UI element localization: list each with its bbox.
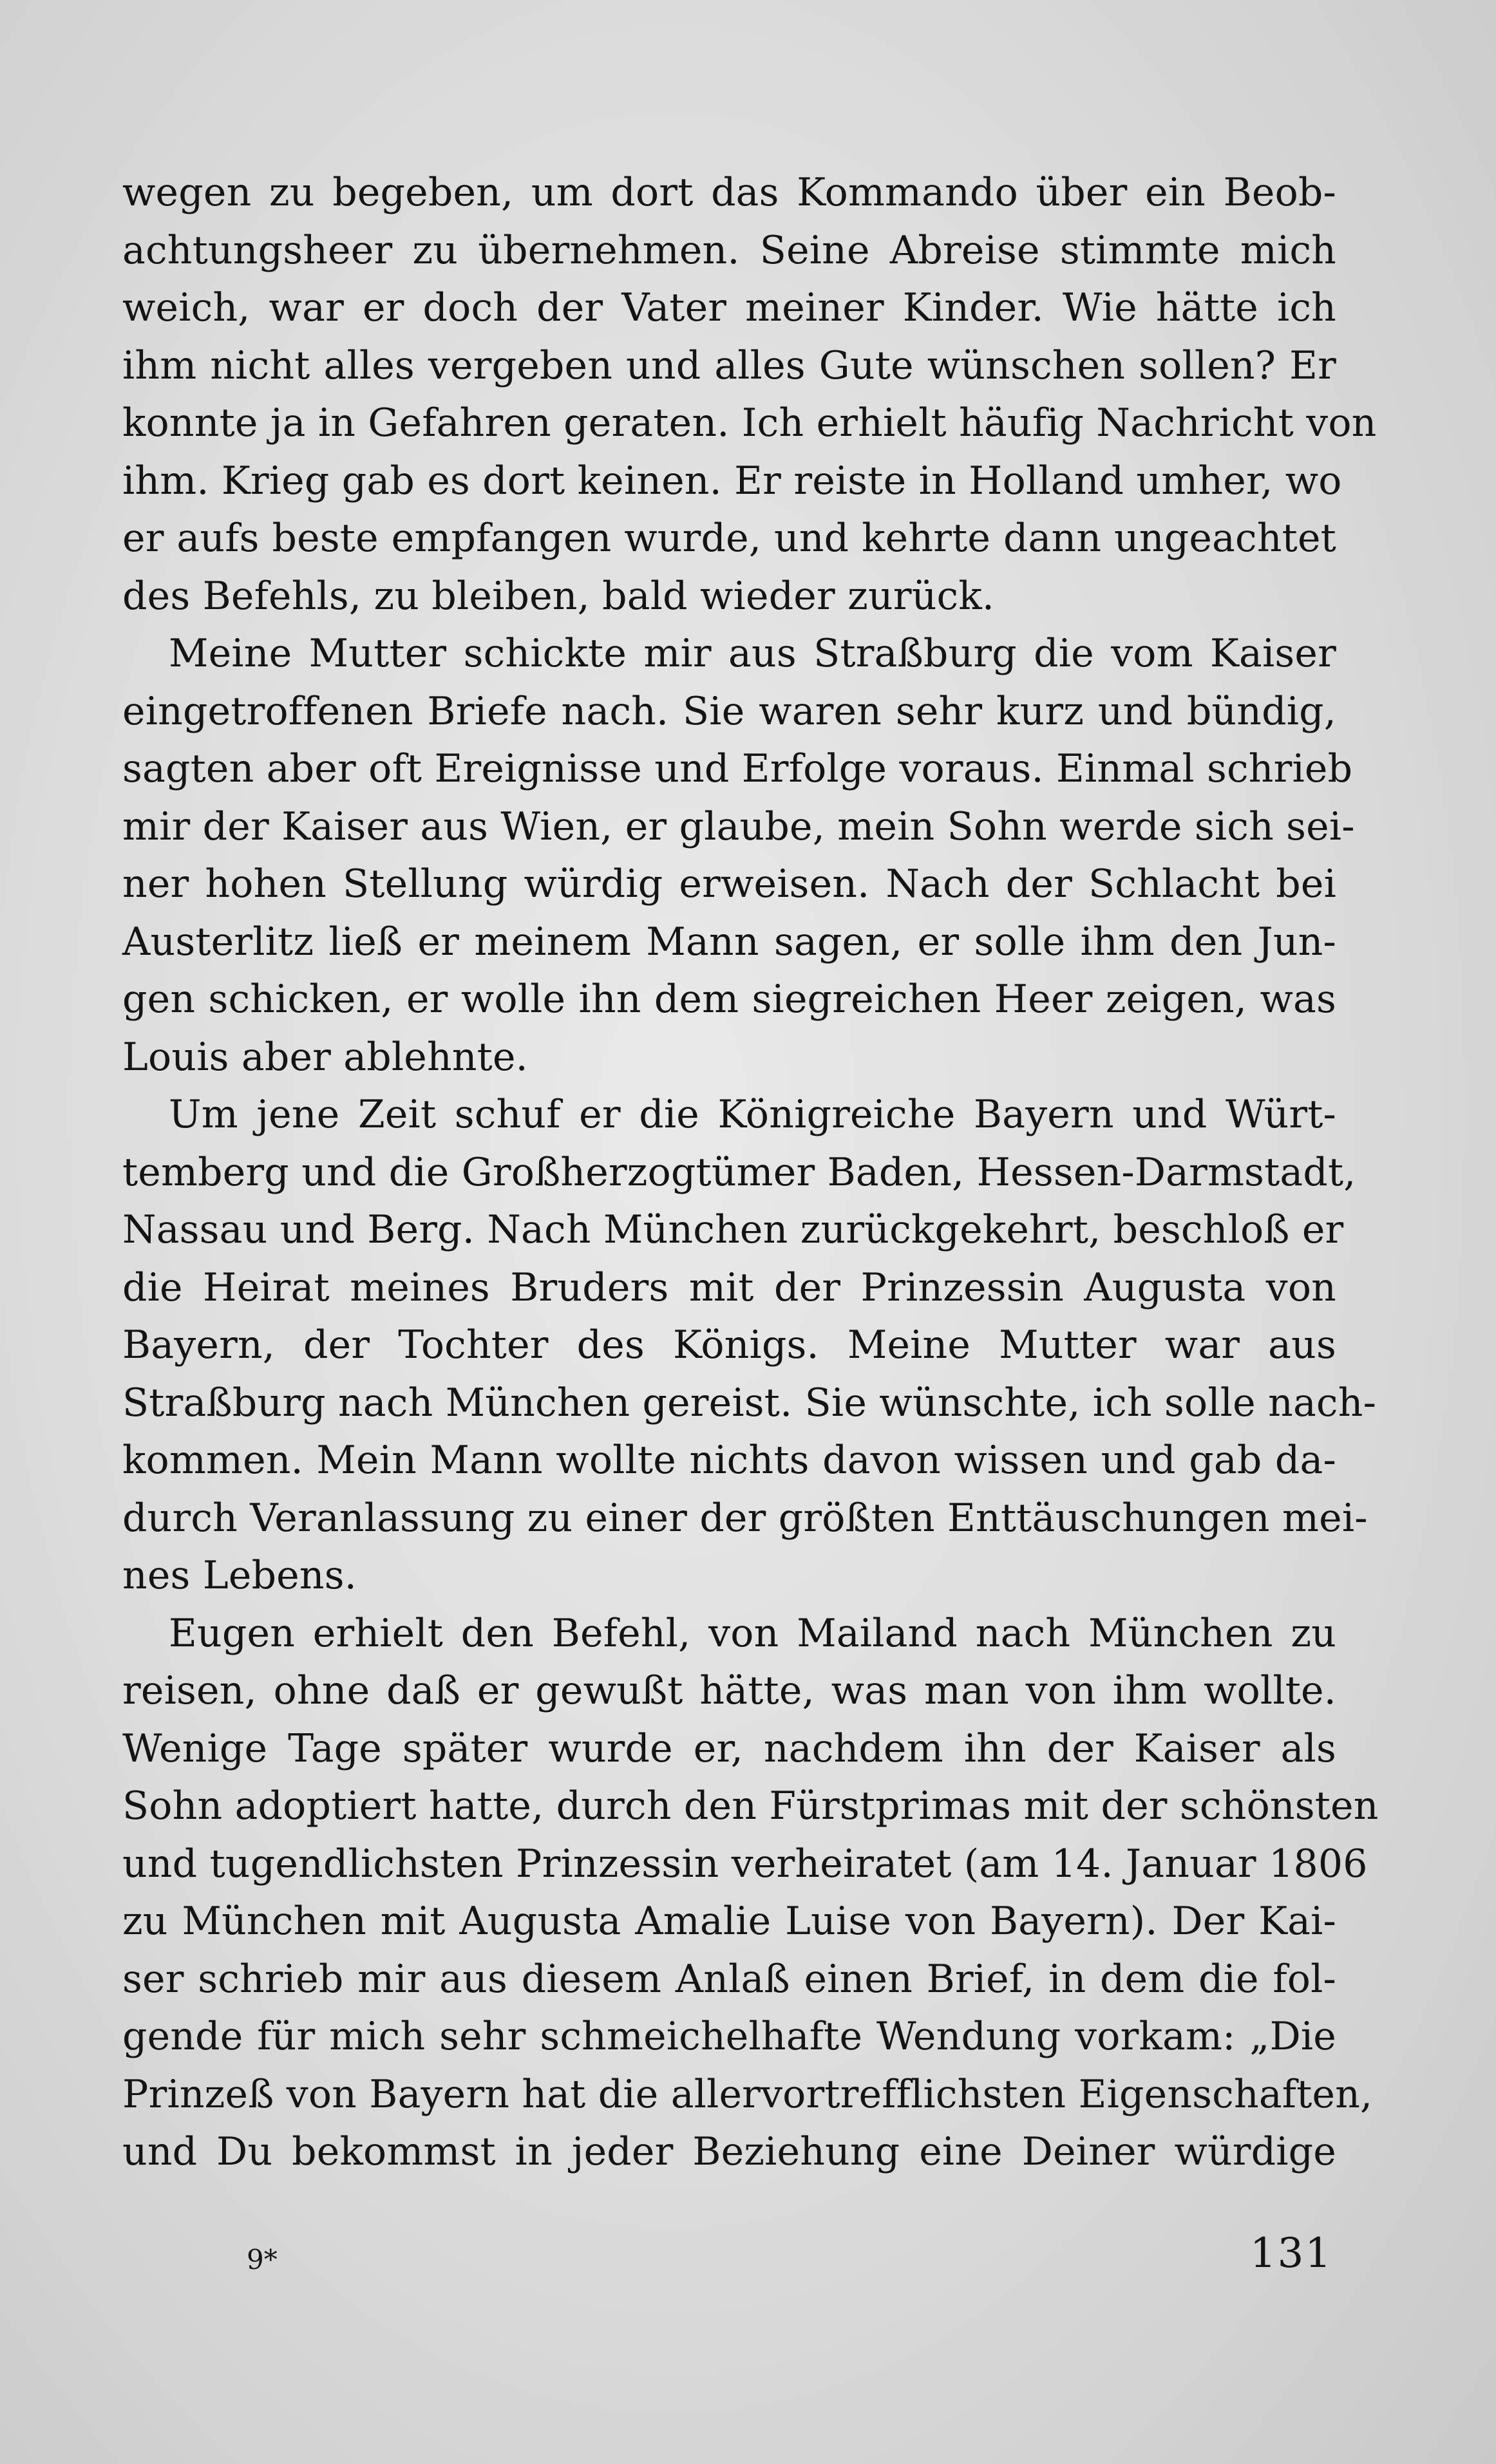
text-line: Um jene Zeit schuf er die Königreiche Bayern und Würt- — [169, 1092, 1336, 1137]
text-line: konnte ja in Gefahren geraten. Ich erhielt häufig Nachricht von — [122, 400, 1377, 446]
text-line: ihm. Krieg gab es dort keinen. Er reiste in Holland umher, wo — [122, 458, 1342, 503]
text-line: gen schicken, er wolle ihn dem siegreichen Heer zeigen, was — [122, 977, 1336, 1022]
text-line: Austerlitz ließ er meinem Mann sagen, er solle ihm den Jun- — [122, 919, 1336, 964]
text-line: durch Veranlassung zu einer der größten Enttäuschungen mei- — [122, 1495, 1368, 1541]
text-line: gende für mich sehr schmeichelhafte Wendung vorkam: „Die — [122, 2014, 1336, 2059]
text-line: mir der Kaiser aus Wien, er glaube, mein Sohn werde sich sei- — [122, 804, 1355, 849]
printer-signature-mark: 9* — [247, 2244, 278, 2275]
page-number: 131 — [1249, 2230, 1332, 2277]
text-line: er aufs beste empfangen wurde, und kehrte dann ungeachtet — [122, 516, 1336, 561]
text-line: wegen zu begeben, um dort das Kommando über ein Beob- — [122, 170, 1336, 215]
text-line: zu München mit Augusta Amalie Luise von Bayern). Der Kai- — [122, 1899, 1336, 1944]
text-line: Straßburg nach München gereist. Sie wünschte, ich solle nach- — [122, 1380, 1377, 1425]
text-line: reisen, ohne daß er gewußt hätte, was man von ihm wollte. — [122, 1668, 1336, 1713]
paragraph — [122, 1605, 1379, 2181]
text-line: Louis aber ablehnte. — [122, 1034, 528, 1080]
text-line: Eugen erhielt den Befehl, von Mailand nach München zu — [169, 1610, 1336, 1656]
text-line: temberg und die Großherzogtümer Baden, Hessen-Darmstadt, — [122, 1149, 1356, 1195]
text-line: kommen. Mein Mann wollte nichts davon wissen und gab da- — [122, 1438, 1336, 1483]
text-line: Wenige Tage später wurde er, nachdem ihn der Kaiser als — [122, 1726, 1336, 1771]
text-line: achtungsheer zu übernehmen. Seine Abreise stimmte mich — [122, 227, 1336, 273]
paragraph — [122, 1086, 1377, 1605]
text-line: Nassau und Berg. Nach München zurückgekehrt, beschloß er — [122, 1207, 1344, 1252]
text-line: Bayern, der Tochter des Königs. Meine Mutter war aus — [122, 1322, 1336, 1368]
text-line: Sohn adoptiert hatte, durch den Fürstprimas mit der schönsten — [122, 1783, 1379, 1829]
paragraph — [122, 164, 1377, 625]
body-text — [122, 164, 1379, 2181]
text-line: Meine Mutter schickte mir aus Straßburg die vom Kaiser — [169, 631, 1336, 676]
text-line: und tugendlichsten Prinzessin verheiratet (am 14. Januar 1806 — [122, 1841, 1368, 1886]
paragraph — [122, 625, 1355, 1086]
text-line: des Befehls, zu bleiben, bald wieder zurück. — [122, 573, 995, 619]
text-line: Prinzeß von Bayern hat die allervortrefflichsten Eigenschaften, — [122, 2071, 1373, 2117]
text-line: ner hohen Stellung würdig erweisen. Nach der Schlacht bei — [122, 861, 1336, 907]
text-line: ihm nicht alles vergeben und alles Gute wünschen sollen? Er — [122, 343, 1336, 388]
text-line: weich, war er doch der Vater meiner Kinder. Wie hätte ich — [122, 285, 1336, 330]
text-line: sagten aber oft Ereignisse und Erfolge voraus. Einmal schrieb — [122, 746, 1353, 791]
text-line: die Heirat meines Bruders mit der Prinzessin Augusta von — [122, 1265, 1336, 1310]
text-line: ser schrieb mir aus diesem Anlaß einen Brief, in dem die fol- — [122, 1956, 1336, 2002]
text-line: eingetroffenen Briefe nach. Sie waren sehr kurz und bündig, — [122, 688, 1336, 734]
text-line: und Du bekommst in jeder Beziehung eine Deiner würdige — [122, 2129, 1336, 2174]
text-line: nes Lebens. — [122, 1553, 357, 1598]
